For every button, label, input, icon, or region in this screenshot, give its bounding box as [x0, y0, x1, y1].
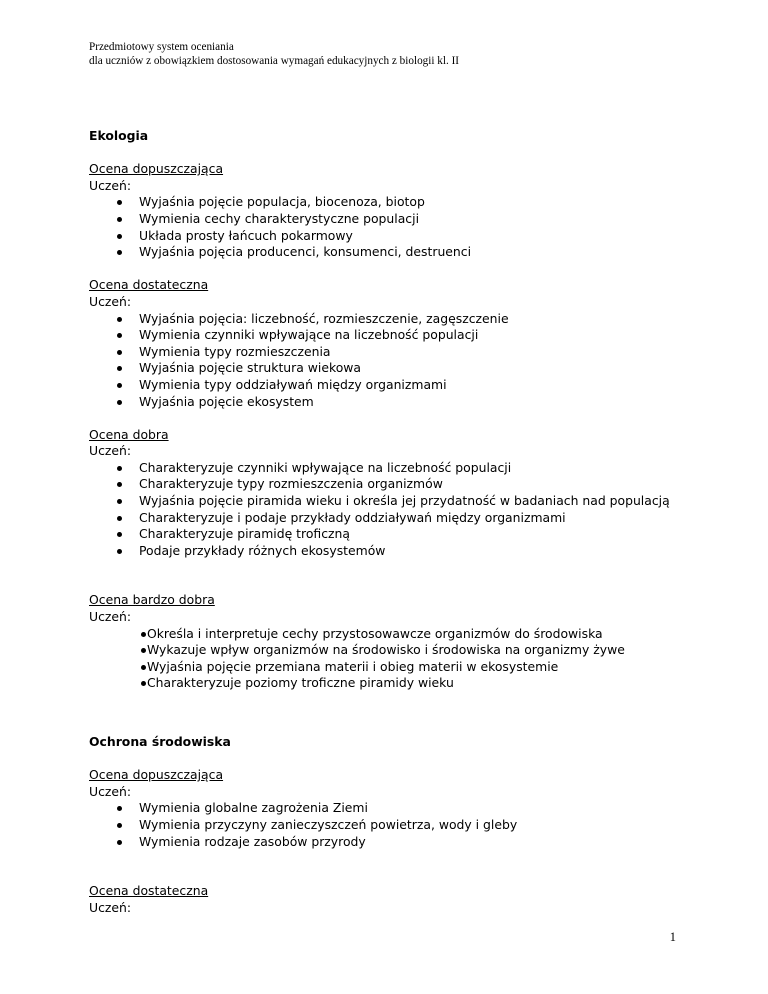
section-title-ochrona-srodowiska: Ochrona środowiska	[89, 734, 231, 749]
bullet-icon	[117, 549, 122, 554]
bullet-icon	[141, 681, 146, 686]
list-item: Wyjaśnia pojęcie struktura wiekowa	[89, 360, 729, 377]
list-item: Wyjaśnia pojęcia: liczebność, rozmieszczenie, zagęszczenie	[89, 311, 729, 328]
bullet-icon	[117, 333, 122, 338]
grade-block-dopuszczajaca	[89, 767, 729, 850]
grade-block-bardzo-dobra	[89, 592, 729, 692]
list-item: Wymienia przyczyny zanieczyszczeń powietrza, wody i gleby	[89, 817, 729, 834]
bullet-icon	[117, 532, 122, 537]
student-label: Uczeń:	[89, 443, 132, 459]
list-item: Wymienia cechy charakterystyczne populacji	[89, 211, 729, 228]
requirements-list	[89, 460, 729, 560]
list-item: Wyjaśnia pojęcie piramida wieku i określa jej przydatność w badaniach nad populacją	[89, 493, 729, 510]
list-item: Wyjaśnia pojęcie przemiana materii i obieg materii w ekosystemie	[89, 659, 729, 676]
bullet-icon	[117, 200, 122, 205]
student-label: Uczeń:	[89, 293, 132, 309]
list-item: Wymienia czynniki wpływające na liczebność populacji	[89, 327, 729, 344]
list-item: Charakteryzuje poziomy troficzne piramidy wieku	[89, 675, 729, 692]
list-item: Wyjaśnia pojęcie populacja, biocenoza, biotop	[89, 194, 729, 211]
bullet-icon	[117, 234, 122, 239]
bullet-icon	[117, 516, 122, 521]
student-label: Uczeń:	[89, 783, 132, 799]
grade-title: Ocena dopuszczająca	[89, 161, 224, 177]
bullet-icon	[141, 632, 146, 637]
requirements-list	[89, 626, 729, 692]
bullet-icon	[117, 317, 122, 322]
bullet-icon	[117, 366, 122, 371]
grade-block-dostateczna	[89, 883, 729, 916]
bullet-icon	[117, 499, 122, 504]
grade-block-dopuszczajaca	[89, 161, 729, 261]
list-item: Charakteryzuje i podaje przykłady oddziaływań między organizmami	[89, 510, 729, 527]
header-title: Przedmiotowy system oceniania	[89, 41, 234, 53]
list-item: Podaje przykłady różnych ekosystemów	[89, 543, 729, 560]
list-item: Wymienia globalne zagrożenia Ziemi	[89, 800, 729, 817]
grade-title: Ocena bardzo dobra	[89, 592, 215, 608]
list-item: Charakteryzuje typy rozmieszczenia organizmów	[89, 476, 729, 493]
list-item: Charakteryzuje czynniki wpływające na liczebność populacji	[89, 460, 729, 477]
list-item: Wymienia typy rozmieszczenia	[89, 344, 729, 361]
bullet-icon	[117, 350, 122, 355]
grade-title: Ocena dopuszczająca	[89, 767, 224, 783]
bullet-icon	[117, 250, 122, 255]
bullet-icon	[117, 823, 122, 828]
bullet-icon	[117, 466, 122, 471]
page-number: 1	[669, 930, 676, 944]
bullet-icon	[141, 665, 146, 670]
header-subtitle: dla uczniów z obowiązkiem dostosowania wymagań edukacyjnych z biologii kl. II	[89, 55, 460, 67]
list-item: Charakteryzuje piramidę troficzną	[89, 526, 729, 543]
page-header	[89, 40, 459, 68]
bullet-icon	[117, 840, 122, 845]
bullet-icon	[117, 217, 122, 222]
list-item: Układa prosty łańcuch pokarmowy	[89, 228, 729, 245]
grade-title: Ocena dobra	[89, 426, 169, 442]
list-item: Wykazuje wpływ organizmów na środowisko i środowiska na organizmy żywe	[89, 642, 729, 659]
bullet-icon	[141, 648, 146, 653]
student-label: Uczeń:	[89, 899, 132, 915]
bullet-icon	[117, 400, 122, 405]
requirements-list	[89, 194, 729, 260]
grade-title: Ocena dostateczna	[89, 277, 209, 293]
list-item: Określa i interpretuje cechy przystosowawcze organizmów do środowiska	[89, 626, 729, 643]
list-item: Wymienia typy oddziaływań między organizmami	[89, 377, 729, 394]
bullet-icon	[117, 383, 122, 388]
document-body	[89, 128, 729, 916]
bullet-icon	[117, 806, 122, 811]
requirements-list	[89, 800, 729, 850]
grade-title: Ocena dostateczna	[89, 883, 209, 899]
grade-block-dobra	[89, 427, 729, 560]
section-title-ekologia: Ekologia	[89, 128, 149, 143]
grade-block-dostateczna	[89, 277, 729, 410]
requirements-list	[89, 311, 729, 411]
list-item: Wymienia rodzaje zasobów przyrody	[89, 834, 729, 851]
bullet-icon	[117, 482, 122, 487]
list-item: Wyjaśnia pojęcie ekosystem	[89, 394, 729, 411]
list-item: Wyjaśnia pojęcia producenci, konsumenci, destruenci	[89, 244, 729, 261]
student-label: Uczeń:	[89, 609, 132, 625]
student-label: Uczeń:	[89, 177, 132, 193]
